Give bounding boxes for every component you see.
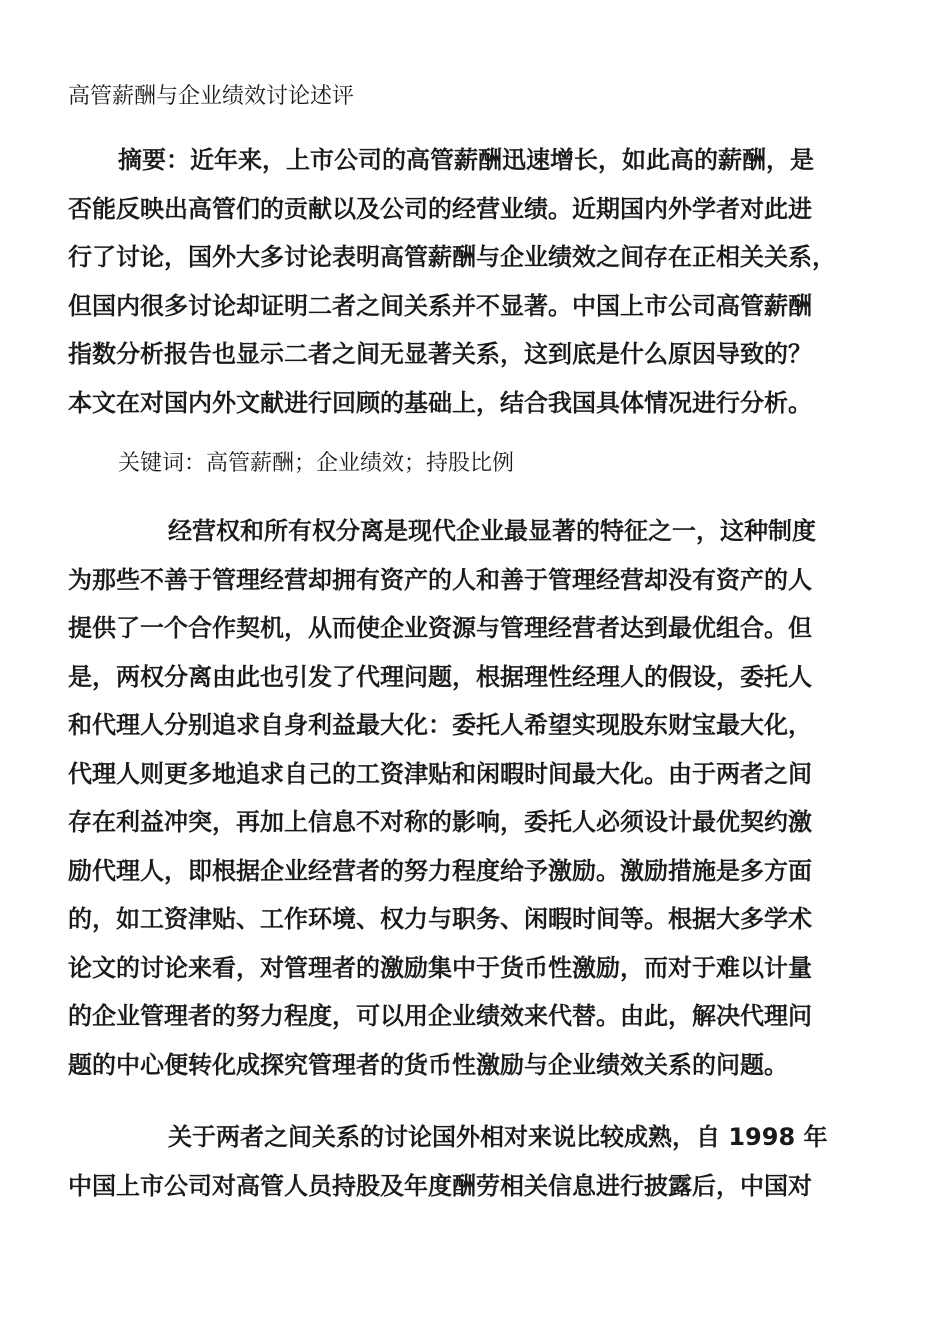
body-paragraph-1	[68, 507, 868, 1089]
document-page	[68, 82, 868, 1210]
body-line: 中国上市公司对高管人员持股及年度酬劳相关信息进行披露后，中国对	[68, 1171, 812, 1200]
body-line: 代理人则更多地追求自己的工资津贴和闲暇时间最大化。由于两者之间	[68, 759, 812, 788]
body-line: 经营权和所有权分离是现代企业最显著的特征之一，这种制度	[168, 517, 816, 545]
body-line: 励代理人，即根据企业经营者的努力程度给予激励。激励措施是多方面	[68, 856, 812, 885]
abstract	[68, 136, 868, 427]
abstract-line: 但国内很多讨论却证明二者之间关系并不显著。中国上市公司高管薪酬	[68, 291, 812, 320]
document-title: 高管薪酬与企业绩效讨论述评	[68, 84, 355, 109]
abstract-line: 摘要：近年来，上市公司的高管薪酬迅速增长，如此高的薪酬，是	[118, 146, 814, 174]
abstract-line: 否能反映出高管们的贡献以及公司的经营业绩。近期国内外学者对此进	[68, 194, 812, 223]
body-line: 题的中心便转化成探究管理者的货币性激励与企业绩效关系的问题。	[68, 1050, 788, 1079]
body-line: 是，两权分离由此也引发了代理问题，根据理性经理人的假设，委托人	[68, 662, 812, 691]
abstract-line: 行了讨论，国外大多讨论表明高管薪酬与企业绩效之间存在正相关关系，	[68, 243, 836, 271]
body-line: 提供了一个合作契机，从而使企业资源与管理经营者达到最优组合。但	[68, 614, 812, 642]
abstract-line: 本文在对国内外文献进行回顾的基础上，结合我国具体情况进行分析。	[68, 388, 812, 417]
body-line: 论文的讨论来看，对管理者的激励集中于货币性激励，而对于难以计量	[68, 953, 812, 982]
abstract-line: 指数分析报告也显示二者之间无显著关系，这到底是什么原因导致的？	[68, 340, 812, 368]
body-line: 的，如工资津贴、工作环境、权力与职务、闲暇时间等。根据大多学术	[68, 905, 812, 933]
body-line: 和代理人分别追求自身利益最大化：委托人希望实现股东财宝最大化，	[68, 711, 812, 739]
body-line: 为那些不善于管理经营却拥有资产的人和善于管理经营却没有资产的人	[68, 565, 812, 594]
paragraph-gap	[68, 1089, 868, 1113]
body-line: 的企业管理者的努力程度，可以用企业绩效来代替。由此，解决代理问	[68, 1002, 812, 1030]
body-paragraph-2	[68, 1113, 868, 1210]
keywords: 关键词：高管薪酬；企业绩效；持股比例	[118, 451, 515, 476]
body-line: 关于两者之间关系的讨论国外相对来说比较成熟，自 1998 年	[168, 1123, 828, 1151]
body-line: 存在利益冲突，再加上信息不对称的影响，委托人必须设计最优契约激	[68, 808, 812, 836]
